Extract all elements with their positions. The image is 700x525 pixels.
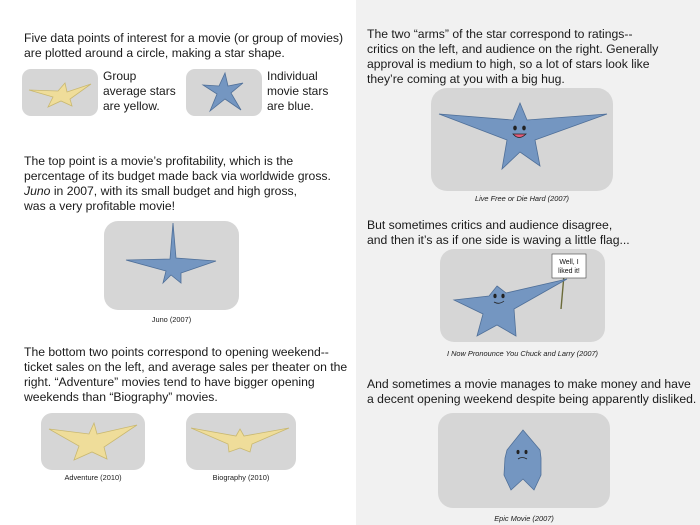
individual-legend-text — [267, 69, 328, 114]
disagree-paragraph — [367, 218, 630, 248]
chuck-caption: I Now Pronounce You Chuck and Larry (2007) — [446, 349, 599, 358]
biography-star-svg — [186, 413, 296, 470]
juno-star-panel — [104, 221, 239, 310]
juno-star-shape — [126, 223, 216, 283]
biography-caption: Biography (2010) — [212, 473, 270, 482]
bottom-points-line: The bottom two points correspond to opening weekend-- — [24, 345, 329, 359]
legend-line: Group — [103, 69, 137, 83]
movie-star-legend-panel — [186, 69, 262, 116]
livefree-star-svg — [431, 88, 613, 191]
bottom-points-line: weekends than “Biography” movies. — [24, 390, 218, 404]
bottom-points-line: right. “Adventure” movies tend to have bigger opening — [24, 375, 315, 389]
legend-line: average stars — [103, 84, 176, 98]
livefree-caption: Live Free or Die Hard (2007) — [474, 194, 570, 203]
top-point-line: was a very profitable movie! — [24, 199, 176, 213]
bottom-points-paragraph — [24, 345, 347, 405]
flag-text-line2: liked it! — [558, 268, 580, 275]
chuck-star-panel — [440, 249, 605, 342]
adventure-star-shape — [49, 423, 137, 460]
movie-star-shape — [203, 73, 243, 111]
arms-line: approval is medium to high, so a lot of stars look like — [367, 57, 650, 71]
flag-text-line1: Well, I — [559, 259, 579, 266]
adventure-star-panel — [41, 413, 145, 470]
group-star-shape — [29, 83, 91, 107]
disagree-line: But sometimes critics and audience disagree, — [367, 218, 613, 232]
adventure-star-svg — [41, 413, 145, 470]
top-point-paragraph — [24, 154, 331, 214]
group-star-legend-panel — [22, 69, 98, 116]
top-point-line-rest: in 2007, with its small budget and high gross, — [50, 184, 298, 198]
top-point-line — [24, 184, 331, 199]
intro-line: are plotted around a circle, making a star shape. — [24, 46, 285, 60]
legend-line: Individual — [267, 69, 318, 83]
arms-line: they’re coming at you with a big hug. — [367, 72, 565, 86]
chuck-star-svg — [440, 249, 605, 342]
legend-line: are yellow. — [103, 99, 160, 113]
legend-line: movie stars — [267, 84, 329, 98]
money-line: And sometimes a movie manages to make money and have — [367, 377, 691, 391]
group-legend-text — [103, 69, 176, 114]
legend-line: are blue. — [267, 99, 314, 113]
top-point-line: The top point is a movie’s profitability, which is the — [24, 154, 294, 168]
biography-star-shape — [191, 428, 289, 452]
arms-line: critics on the left, and audience on the right. Generally — [367, 42, 659, 56]
epic-caption: Epic Movie (2007) — [494, 514, 554, 523]
juno-italic: Juno — [24, 184, 51, 198]
biography-star-panel — [186, 413, 296, 470]
money-line: a decent opening weekend despite being apparently disliked. — [367, 392, 697, 406]
disagree-line: and then it’s as if one side is waving a little flag... — [367, 233, 630, 247]
top-point-line: percentage of its budget made back via worldwide gross. — [24, 169, 331, 183]
epic-star-shape — [504, 430, 541, 490]
bottom-points-line: ticket sales on the left, and average sales per theater on the — [24, 360, 348, 374]
juno-caption: Juno (2007) — [151, 315, 192, 324]
arms-line: The two “arms” of the star correspond to ratings-- — [367, 27, 633, 41]
right-page — [356, 0, 700, 525]
adventure-caption: Adventure (2010) — [64, 473, 122, 482]
epic-star-svg — [438, 413, 610, 508]
group-star-legend-svg — [22, 69, 98, 116]
arms-paragraph — [367, 27, 658, 87]
epic-star-panel — [438, 413, 610, 508]
intro-line: Five data points of interest for a movie (or group of movies) — [24, 31, 344, 45]
chuck-star-shape — [454, 279, 567, 336]
money-paragraph — [367, 377, 696, 407]
intro-paragraph — [24, 31, 343, 61]
movie-star-legend-svg — [186, 69, 262, 116]
juno-star-svg — [104, 221, 239, 310]
livefree-star-panel — [431, 88, 613, 191]
